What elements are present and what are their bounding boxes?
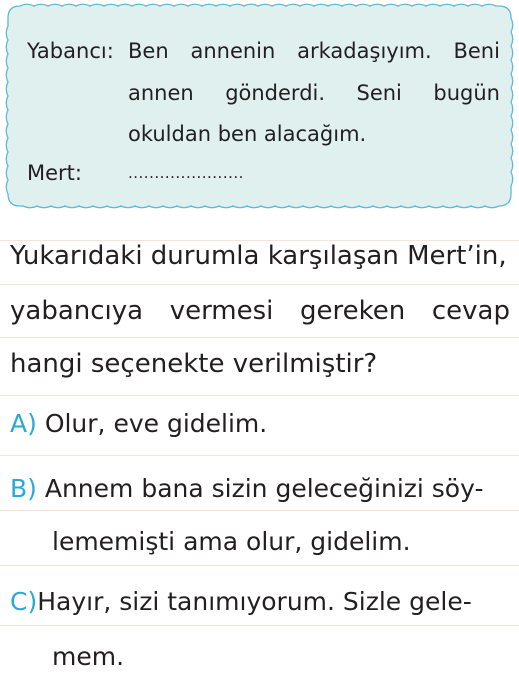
question-word: yabancıya — [10, 296, 144, 326]
question-line-3: hangi seçenekte verilmiştir? — [10, 349, 378, 379]
question-line-1: Yukarıdaki durumla karşılaşan Mert’in, — [10, 241, 507, 271]
option-letter: A) — [10, 409, 37, 438]
question-word: gereken — [300, 296, 406, 326]
option-c[interactable] — [10, 586, 472, 618]
ruled-line — [0, 565, 519, 566]
ruled-line — [0, 625, 519, 626]
speech-word: bugün — [433, 81, 500, 105]
option-text: Annem bana sizin geleceğinizi söy- — [44, 474, 484, 503]
speech-word: Beni — [453, 39, 500, 63]
dialog-box — [0, 0, 519, 215]
question-word: vermesi — [169, 296, 274, 326]
speech-line-2 — [128, 80, 500, 106]
ruled-line — [0, 395, 519, 396]
speech-word: gönderdi. — [225, 81, 326, 105]
ruled-line — [0, 284, 519, 285]
answer-blank: ...................... — [128, 164, 244, 182]
speech-line-1 — [128, 38, 500, 64]
option-letter: B) — [10, 474, 37, 503]
speech-word: annenin — [190, 39, 276, 63]
option-text: Olur, eve gidelim. — [44, 409, 268, 438]
speech-line-3: okuldan ben alacağım. — [128, 122, 367, 146]
speech-word: arkadaşıyım. — [297, 39, 432, 63]
speech-word: Ben — [128, 39, 169, 63]
option-text: Hayır, sizi tanımıyorum. Sizle gele- — [37, 587, 472, 616]
option-letter: C) — [10, 587, 38, 616]
ruled-line — [0, 510, 519, 511]
question-line-2 — [10, 295, 510, 327]
question-word: cevap — [431, 296, 510, 326]
option-b[interactable] — [10, 473, 483, 505]
speech-word: annen — [128, 81, 194, 105]
speaker-mert: Mert: — [27, 161, 82, 185]
ruled-line — [0, 455, 519, 456]
option-c-continued: mem. — [52, 642, 125, 671]
option-b-continued: lememişti ama olur, gidelim. — [52, 527, 411, 556]
option-a[interactable] — [10, 408, 267, 440]
ruled-line — [0, 337, 519, 338]
speech-word: Seni — [356, 81, 402, 105]
speaker-stranger: Yabancı: — [27, 39, 114, 63]
